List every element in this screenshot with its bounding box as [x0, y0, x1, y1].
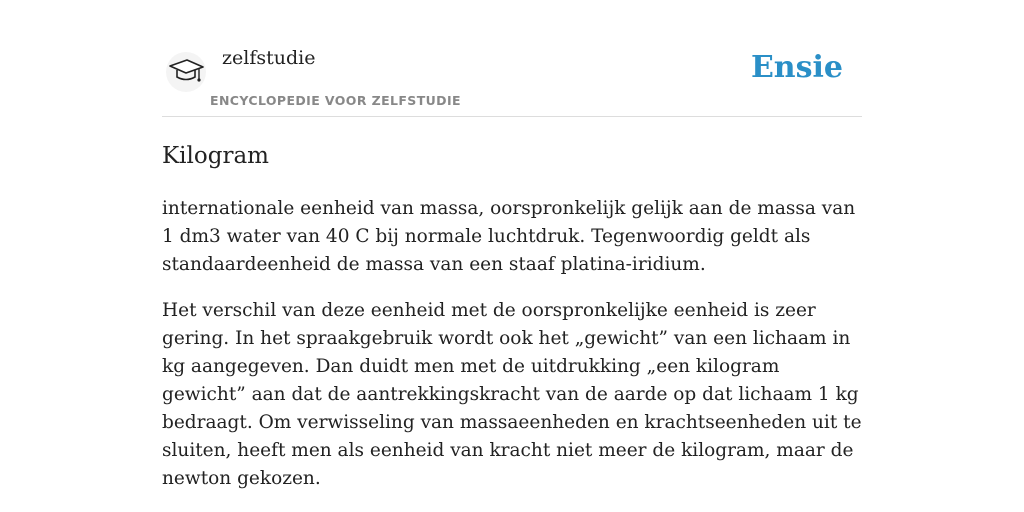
source-subtitle: ENCYCLOPEDIE VOOR ZELFSTUDIE [210, 93, 461, 108]
source-header [162, 0, 862, 117]
source-name[interactable]: zelfstudie [222, 47, 316, 69]
article-paragraph: Het verschil van deze eenheid met de oorspronkelijke eenheid is zeer gering. In het spraakgebruik wordt ook het „gewicht” van een lichaam in kg aangegeven. Dan duidt men met de uitdrukking „een kilogram gewicht” aan dat de aantrekkingskracht van de aarde op dat lichaam 1 kg bedraagt. Om verwisseling van massaeenheden en krachtseenheden uit te sluiten, heeft men als eenheid van kracht niet meer de kilogram, maar de newton gekozen. [162, 300, 862, 489]
article-paragraph: internationale eenheid van massa, oorspronkelijk gelijk aan de massa van 1 dm3 water van 40 C bij normale luchtdruk. Tegenwoordig geldt als standaardeenheid de massa van een staaf platina-iridium. [162, 198, 856, 275]
graduation-cap-icon [166, 52, 206, 92]
article-page [162, 0, 862, 493]
article-title: Kilogram [162, 143, 269, 169]
brand-logo-link[interactable]: Ensie [750, 50, 843, 85]
article-body [162, 195, 862, 493]
